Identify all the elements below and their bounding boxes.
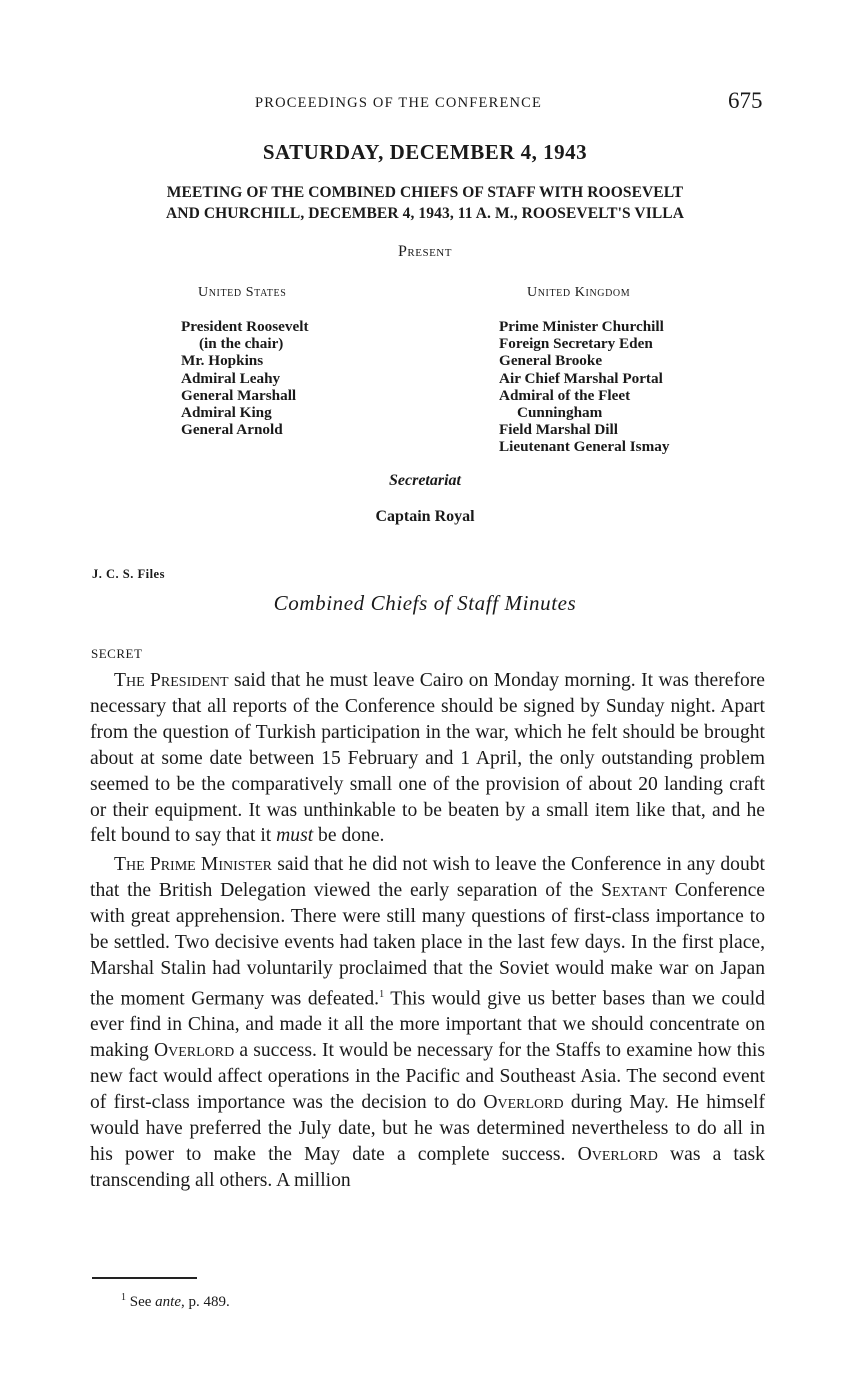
footnote-text: See — [126, 1294, 156, 1310]
paragraph-text: was a task transcending all others. A million — [90, 1143, 765, 1191]
attendee: Lieutenant General Ismay — [499, 438, 670, 456]
attendee: Admiral of the Fleet — [499, 386, 631, 404]
code-name-sextant: Sextant — [601, 880, 667, 902]
attendee-continuation: Cunningham — [517, 404, 603, 422]
attendee: Admiral Leahy — [181, 369, 281, 387]
footnote-reference: 1 — [379, 988, 385, 1000]
page-number: 675 — [728, 88, 763, 113]
paragraph-prime-minister — [90, 852, 765, 1193]
attendee: General Brooke — [499, 352, 603, 370]
paragraph-text: during May. He himself would have preferred the July date, but he was determined nevertheless to do all in his power to make the May date a complete success. — [90, 1092, 765, 1165]
meeting-heading — [60, 182, 790, 224]
footnote-rule — [92, 1277, 197, 1279]
attendee: Foreign Secretary Eden — [499, 335, 653, 353]
attendee: Prime Minister Churchill — [499, 318, 664, 335]
classification-label: SECRET — [91, 646, 143, 661]
paragraph-text: said that he did not wish to leave the Conference in any doubt that the British Delegation viewed the early separation of the — [90, 854, 765, 902]
united-states-attendees — [181, 318, 309, 438]
meeting-heading-line1: MEETING OF THE COMBINED CHIEFS OF STAFF WITH ROOSEVELT — [166, 184, 684, 201]
attendee: General Marshall — [181, 386, 297, 404]
present-heading: Present — [398, 243, 452, 260]
attendee: Field Marshal Dill — [499, 421, 618, 439]
attendee: Air Chief Marshal Portal — [499, 369, 663, 387]
footnote-number: 1 — [121, 1292, 126, 1303]
paragraph-text: Conference with great apprehension. There were still many questions of first-class importance to be settled. Two decisive events had taken place in the last few days. In the first place, Marshal Stalin had voluntarily proclaimed that the Soviet would make war on Japan the moment Germany was defeated. — [90, 880, 765, 1010]
running-title: PROCEEDINGS OF THE CONFERENCE — [255, 95, 543, 111]
minutes-body — [90, 668, 765, 1197]
secretariat-name: Captain Royal — [375, 508, 475, 525]
footnote — [121, 1292, 230, 1311]
attendee: Mr. Hopkins — [181, 352, 264, 370]
footnote-text: , p. 489. — [181, 1294, 230, 1310]
code-name-overlord: Overlord — [483, 1092, 564, 1114]
date-heading: SATURDAY, DECEMBER 4, 1943 — [262, 140, 588, 164]
united-kingdom-heading: United Kingdom — [527, 285, 631, 300]
meeting-heading-line2: AND CHURCHILL, DECEMBER 4, 1943, 11 A. M., ROOSEVELT'S VILLA — [165, 205, 685, 222]
code-name-overlord: Overlord — [153, 1040, 235, 1062]
attendee-note: (in the chair) — [199, 335, 284, 353]
attendee: General Arnold — [181, 421, 283, 439]
speaker-president: The President — [114, 670, 229, 691]
paragraph-text: a success. It would be necessary for the Staffs to examine how this new fact would affect operations in the Pacific and Southeast Asia. The second event of first-class importance was the decision to do — [90, 1040, 765, 1114]
document-title: Combined Chiefs of Staff Minutes — [273, 591, 577, 615]
united-kingdom-attendees — [499, 318, 669, 456]
attendee: President Roosevelt — [181, 318, 309, 335]
footnote-emphasis: ante — [155, 1294, 181, 1310]
attendee: Admiral King — [181, 404, 272, 422]
paragraph-text: This would give us better bases than we could ever find in China, and made it all the more important that we should concentrate on making — [90, 988, 765, 1062]
paragraph-text: said that he must leave Cairo on Monday morning. It was therefore necessary that all reports of the Conference should be signed by Sunday night. Apart from the question of Turkish participation in the war, which he felt should be brought about at some date between 15 February and 1 April, the only outstanding problem seemed to be the comparatively small one of the provision of about 20 landing craft or their equipment. It was unthinkable to be beaten by a small item like that, and he felt bound to say that it — [90, 670, 766, 847]
paragraph-text: be done. — [313, 825, 385, 847]
source-note: J. C. S. Files — [92, 567, 165, 581]
united-states-heading: United States — [198, 285, 287, 300]
code-name-overlord: Overlord — [577, 1143, 658, 1165]
secretariat-heading: Secretariat — [389, 472, 461, 489]
paragraph-president — [90, 668, 765, 849]
emphasis-text: must — [276, 825, 314, 847]
speaker-prime-minister: The Prime Minister — [114, 854, 272, 876]
